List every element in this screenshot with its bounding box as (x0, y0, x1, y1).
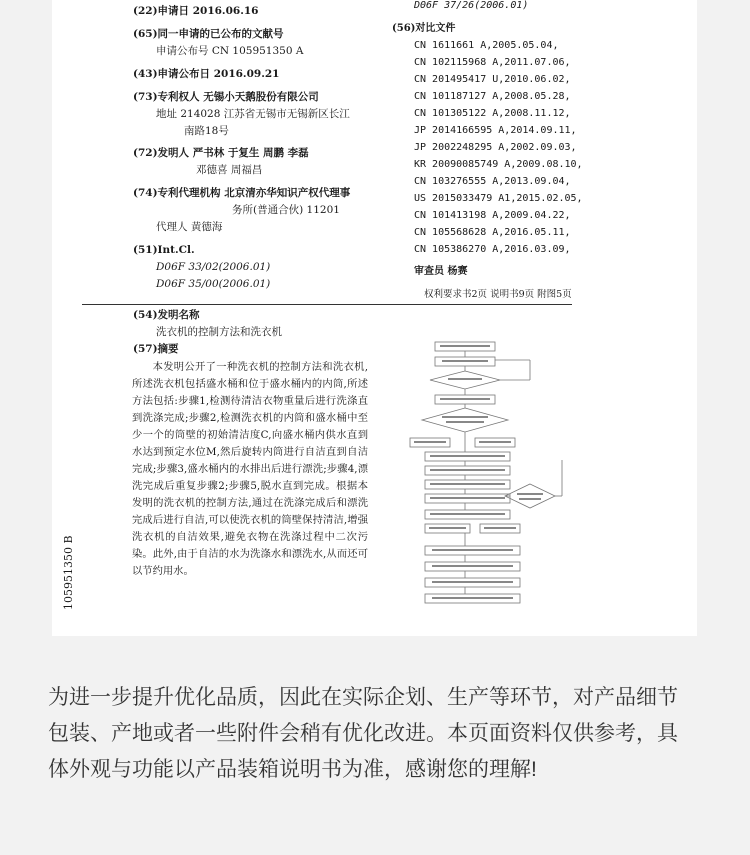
ipc-1: D06F 33/02(2006.01) (156, 261, 271, 273)
spine-number: 105951350 B (62, 535, 75, 610)
invention-title: 洗衣机的控制方法和洗衣机 (156, 326, 282, 338)
inventors-cont: 邓德喜 周福昌 (196, 164, 263, 176)
reference-item: JP 2002248295 A,2002.09.03, (414, 142, 577, 153)
examiner: 审查员 杨赛 (414, 266, 468, 277)
filing-date: (22)申请日 2016.06.16 (133, 5, 259, 17)
address-cont: 南路18号 (184, 125, 229, 137)
abstract-text: 本发明公开了一种洗衣机的控制方法和洗衣机,所述洗衣机包括盛水桶和位于盛水桶内的内筒,所述方法包括:步骤1,检测待清洁衣物重量后进行洗涤直到洗涤完成;步骤2,检测洗衣机的内筒和盛水桶中至少一个的筒壁的初始清洁度C,向盛水桶内供水直到水达到预定水位M,然后旋转内筒进行自洁直到自洁完成;步骤3,盛水桶内的水排出后进行漂洗;步骤4,漂洗完成后重复步骤2;步骤5,脱水直到完成。根据本发明的洗衣机的控制方法,通过在洗涤完成后和漂洗完成后进行自洁,可以使洗衣机的筒壁保持清洁,增强洗衣机的自洁效果,避免衣物在洗涤过程中二次污染。此外,由于自洁的水为洗涤水和漂洗水,从而还可以节约用水。 (132, 361, 368, 577)
pub-doc-heading: (65)同一申请的已公布的文献号 (133, 28, 284, 40)
pub-number: 申请公布号 CN 105951350 A (156, 45, 304, 57)
reference-item: CN 105386270 A,2016.03.09, (414, 244, 571, 255)
reference-item: CN 102115968 A,2011.07.06, (414, 57, 571, 68)
title-heading: (54)发明名称 (133, 309, 200, 321)
agency-cont: 务所(普通合伙) 11201 (232, 204, 340, 216)
reference-item: CN 201495417 U,2010.06.02, (414, 74, 571, 85)
reference-item: CN 103276555 A,2013.09.04, (414, 176, 571, 187)
reference-item: CN 101413198 A,2009.04.22, (414, 210, 571, 221)
refs-heading: (56)对比文件 (392, 23, 456, 34)
reference-item: CN 101187127 A,2008.05.28, (414, 91, 571, 102)
abstract-heading: (57)摘要 (133, 343, 179, 355)
reference-item: CN 105568628 A,2016.05.11, (414, 227, 571, 238)
reference-item: CN 101305122 A,2008.11.12, (414, 108, 571, 119)
ipc-2: D06F 35/00(2006.01) (156, 278, 271, 290)
abstract-figure (380, 340, 565, 610)
intcl-heading: (51)Int.Cl. (133, 244, 195, 256)
reference-item: KR 20090085749 A,2009.08.10, (414, 159, 583, 170)
patentee: (73)专利权人 无锡小天鹅股份有限公司 (133, 91, 319, 103)
inventors: (72)发明人 严书林 于复生 周鹏 李磊 (133, 147, 309, 159)
page-counts: 权利要求书2页 说明书9页 附图5页 (424, 289, 572, 300)
reference-item: US 2015033479 A1,2015.02.05, (414, 193, 583, 204)
section-divider (82, 304, 572, 305)
notice-line: 为进一步提升优化品质，因此在实际企划、生产等环节，对产品细节 (48, 686, 678, 709)
reference-item: JP 2014166595 A,2014.09.11, (414, 125, 577, 136)
agency: (74)专利代理机构 北京清亦华知识产权代理事 (133, 187, 351, 199)
pub-date: (43)申请公布日 2016.09.21 (133, 68, 280, 80)
notice-line: 体外观与功能以产品装箱说明书为准，感谢您的理解! (48, 758, 537, 781)
address: 地址 214028 江苏省无锡市无锡新区长江 (156, 108, 350, 120)
agent: 代理人 黄德海 (156, 221, 223, 233)
notice-line: 包装、产地或者一些附件会稍有优化改进。本页面资料仅供参考，具 (48, 722, 678, 745)
reference-item: CN 1611661 A,2005.05.04, (414, 40, 559, 51)
ipc-3: D06F 37/26(2006.01) (414, 0, 529, 11)
product-notice (48, 680, 708, 788)
